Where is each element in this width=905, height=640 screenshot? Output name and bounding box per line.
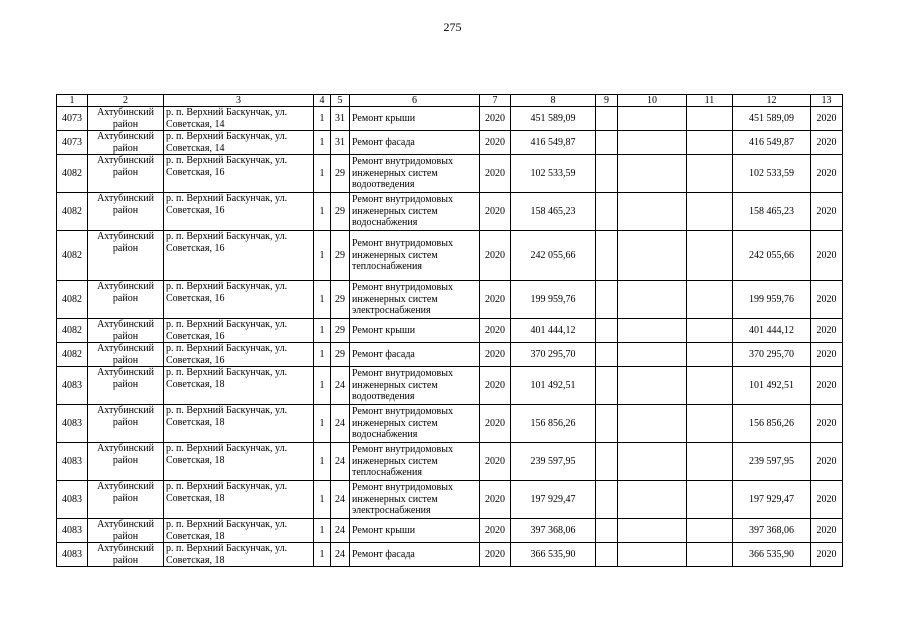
work-type-cell: Ремонт фасада (350, 343, 480, 367)
address-cell: р. п. Верхний Баскунчак, ул. Советская, 18 (164, 367, 314, 405)
column-header: 10 (618, 95, 687, 107)
work-type-cell: Ремонт внутридомовых инженерных систем водоснабжения (350, 193, 480, 231)
total-amount-cell: 197 929,47 (733, 481, 811, 519)
completion-year-cell: 2020 (811, 107, 843, 131)
row-id-cell: 4083 (57, 443, 88, 481)
year-cell: 2020 (480, 543, 511, 567)
column-10-cell (618, 319, 687, 343)
row-id-cell: 4082 (57, 281, 88, 319)
completion-year-cell: 2020 (811, 231, 843, 281)
column-header: 1 (57, 95, 88, 107)
address-cell: р. п. Верхний Баскунчак, ул. Советская, 18 (164, 405, 314, 443)
district-cell: Ахтубинский район (88, 367, 164, 405)
year-cell: 2020 (480, 155, 511, 193)
column-10-cell (618, 519, 687, 543)
district-cell: Ахтубинский район (88, 443, 164, 481)
year-cell: 2020 (480, 481, 511, 519)
column-4-cell: 1 (314, 443, 331, 481)
amount-cell: 366 535,90 (511, 543, 596, 567)
total-amount-cell: 239 597,95 (733, 443, 811, 481)
row-id-cell: 4083 (57, 481, 88, 519)
completion-year-cell: 2020 (811, 193, 843, 231)
column-11-cell (687, 155, 733, 193)
district-cell: Ахтубинский район (88, 405, 164, 443)
column-5-cell: 24 (331, 519, 350, 543)
column-11-cell (687, 367, 733, 405)
table-row (57, 281, 843, 319)
table-row (57, 443, 843, 481)
total-amount-cell: 451 589,09 (733, 107, 811, 131)
completion-year-cell: 2020 (811, 481, 843, 519)
column-5-cell: 24 (331, 367, 350, 405)
amount-cell: 397 368,06 (511, 519, 596, 543)
row-id-cell: 4073 (57, 107, 88, 131)
total-amount-cell: 242 055,66 (733, 231, 811, 281)
column-11-cell (687, 343, 733, 367)
total-amount-cell: 401 444,12 (733, 319, 811, 343)
year-cell: 2020 (480, 319, 511, 343)
address-cell: р. п. Верхний Баскунчак, ул. Советская, 16 (164, 319, 314, 343)
amount-cell: 158 465,23 (511, 193, 596, 231)
column-4-cell: 1 (314, 319, 331, 343)
district-cell: Ахтубинский район (88, 319, 164, 343)
row-id-cell: 4082 (57, 319, 88, 343)
completion-year-cell: 2020 (811, 319, 843, 343)
year-cell: 2020 (480, 405, 511, 443)
column-11-cell (687, 443, 733, 481)
year-cell: 2020 (480, 519, 511, 543)
district-cell: Ахтубинский район (88, 343, 164, 367)
column-11-cell (687, 231, 733, 281)
row-id-cell: 4082 (57, 155, 88, 193)
column-5-cell: 24 (331, 543, 350, 567)
column-header: 13 (811, 95, 843, 107)
amount-cell: 239 597,95 (511, 443, 596, 481)
address-cell: р. п. Верхний Баскунчак, ул. Советская, 18 (164, 519, 314, 543)
column-10-cell (618, 405, 687, 443)
column-9-cell (596, 481, 618, 519)
column-4-cell: 1 (314, 367, 331, 405)
work-type-cell: Ремонт внутридомовых инженерных систем электроснабжения (350, 281, 480, 319)
column-9-cell (596, 519, 618, 543)
column-4-cell: 1 (314, 405, 331, 443)
column-header: 6 (350, 95, 480, 107)
column-5-cell: 29 (331, 155, 350, 193)
column-10-cell (618, 193, 687, 231)
column-9-cell (596, 131, 618, 155)
year-cell: 2020 (480, 343, 511, 367)
column-4-cell: 1 (314, 343, 331, 367)
column-4-cell: 1 (314, 519, 331, 543)
table-row (57, 231, 843, 281)
district-cell: Ахтубинский район (88, 193, 164, 231)
column-11-cell (687, 193, 733, 231)
amount-cell: 199 959,76 (511, 281, 596, 319)
completion-year-cell: 2020 (811, 281, 843, 319)
district-cell: Ахтубинский район (88, 543, 164, 567)
address-cell: р. п. Верхний Баскунчак, ул. Советская, 18 (164, 443, 314, 481)
amount-cell: 102 533,59 (511, 155, 596, 193)
column-4-cell: 1 (314, 281, 331, 319)
completion-year-cell: 2020 (811, 543, 843, 567)
row-id-cell: 4082 (57, 343, 88, 367)
column-10-cell (618, 367, 687, 405)
amount-cell: 156 856,26 (511, 405, 596, 443)
column-4-cell: 1 (314, 231, 331, 281)
column-10-cell (618, 543, 687, 567)
table-row (57, 319, 843, 343)
column-header: 8 (511, 95, 596, 107)
address-cell: р. п. Верхний Баскунчак, ул. Советская, 14 (164, 131, 314, 155)
address-cell: р. п. Верхний Баскунчак, ул. Советская, 16 (164, 231, 314, 281)
total-amount-cell: 366 535,90 (733, 543, 811, 567)
column-11-cell (687, 319, 733, 343)
table-row (57, 405, 843, 443)
address-cell: р. п. Верхний Баскунчак, ул. Советская, 16 (164, 343, 314, 367)
column-5-cell: 31 (331, 107, 350, 131)
column-11-cell (687, 107, 733, 131)
column-10-cell (618, 131, 687, 155)
total-amount-cell: 199 959,76 (733, 281, 811, 319)
column-9-cell (596, 343, 618, 367)
work-type-cell: Ремонт крыши (350, 519, 480, 543)
column-4-cell: 1 (314, 193, 331, 231)
amount-cell: 451 589,09 (511, 107, 596, 131)
completion-year-cell: 2020 (811, 155, 843, 193)
address-cell: р. п. Верхний Баскунчак, ул. Советская, 18 (164, 481, 314, 519)
amount-cell: 401 444,12 (511, 319, 596, 343)
amount-cell: 101 492,51 (511, 367, 596, 405)
column-11-cell (687, 481, 733, 519)
column-5-cell: 29 (331, 343, 350, 367)
address-cell: р. п. Верхний Баскунчак, ул. Советская, 16 (164, 155, 314, 193)
row-id-cell: 4083 (57, 519, 88, 543)
completion-year-cell: 2020 (811, 519, 843, 543)
row-id-cell: 4082 (57, 193, 88, 231)
column-9-cell (596, 155, 618, 193)
work-type-cell: Ремонт внутридомовых инженерных систем электроснабжения (350, 481, 480, 519)
column-9-cell (596, 443, 618, 481)
completion-year-cell: 2020 (811, 367, 843, 405)
column-10-cell (618, 107, 687, 131)
column-4-cell: 1 (314, 107, 331, 131)
column-5-cell: 29 (331, 281, 350, 319)
address-cell: р. п. Верхний Баскунчак, ул. Советская, 16 (164, 281, 314, 319)
column-5-cell: 24 (331, 443, 350, 481)
table-row (57, 131, 843, 155)
completion-year-cell: 2020 (811, 343, 843, 367)
table-row (57, 155, 843, 193)
column-5-cell: 29 (331, 231, 350, 281)
column-11-cell (687, 519, 733, 543)
amount-cell: 416 549,87 (511, 131, 596, 155)
table-row (57, 107, 843, 131)
work-type-cell: Ремонт фасада (350, 131, 480, 155)
district-cell: Ахтубинский район (88, 131, 164, 155)
column-header: 12 (733, 95, 811, 107)
completion-year-cell: 2020 (811, 131, 843, 155)
year-cell: 2020 (480, 231, 511, 281)
table-row (57, 519, 843, 543)
table-row (57, 367, 843, 405)
column-11-cell (687, 405, 733, 443)
district-cell: Ахтубинский район (88, 107, 164, 131)
column-9-cell (596, 107, 618, 131)
completion-year-cell: 2020 (811, 405, 843, 443)
column-10-cell (618, 481, 687, 519)
total-amount-cell: 416 549,87 (733, 131, 811, 155)
column-number-row (57, 95, 843, 107)
column-5-cell: 29 (331, 193, 350, 231)
column-9-cell (596, 319, 618, 343)
total-amount-cell: 370 295,70 (733, 343, 811, 367)
year-cell: 2020 (480, 107, 511, 131)
column-header: 11 (687, 95, 733, 107)
district-cell: Ахтубинский район (88, 519, 164, 543)
work-type-cell: Ремонт крыши (350, 319, 480, 343)
column-9-cell (596, 543, 618, 567)
column-5-cell: 24 (331, 481, 350, 519)
column-4-cell: 1 (314, 543, 331, 567)
column-10-cell (618, 155, 687, 193)
column-4-cell: 1 (314, 155, 331, 193)
column-5-cell: 24 (331, 405, 350, 443)
column-4-cell: 1 (314, 481, 331, 519)
column-9-cell (596, 281, 618, 319)
year-cell: 2020 (480, 131, 511, 155)
work-type-cell: Ремонт фасада (350, 543, 480, 567)
table-body (57, 107, 843, 567)
address-cell: р. п. Верхний Баскунчак, ул. Советская, 18 (164, 543, 314, 567)
work-type-cell: Ремонт внутридомовых инженерных систем водоснабжения (350, 405, 480, 443)
column-11-cell (687, 281, 733, 319)
page-number: 275 (443, 20, 462, 34)
column-5-cell: 29 (331, 319, 350, 343)
table-row (57, 343, 843, 367)
column-9-cell (596, 231, 618, 281)
column-4-cell: 1 (314, 131, 331, 155)
column-header: 7 (480, 95, 511, 107)
row-id-cell: 4082 (57, 231, 88, 281)
district-cell: Ахтубинский район (88, 155, 164, 193)
completion-year-cell: 2020 (811, 443, 843, 481)
district-cell: Ахтубинский район (88, 231, 164, 281)
column-10-cell (618, 281, 687, 319)
amount-cell: 370 295,70 (511, 343, 596, 367)
total-amount-cell: 397 368,06 (733, 519, 811, 543)
address-cell: р. п. Верхний Баскунчак, ул. Советская, 16 (164, 193, 314, 231)
work-type-cell: Ремонт внутридомовых инженерных систем теплоснабжения (350, 231, 480, 281)
column-11-cell (687, 131, 733, 155)
repair-table (56, 94, 843, 567)
column-10-cell (618, 343, 687, 367)
column-header: 9 (596, 95, 618, 107)
column-9-cell (596, 193, 618, 231)
column-header: 5 (331, 95, 350, 107)
table-row (57, 193, 843, 231)
work-type-cell: Ремонт внутридомовых инженерных систем водоотведения (350, 367, 480, 405)
row-id-cell: 4083 (57, 367, 88, 405)
column-header: 4 (314, 95, 331, 107)
row-id-cell: 4083 (57, 405, 88, 443)
work-type-cell: Ремонт внутридомовых инженерных систем водоотведения (350, 155, 480, 193)
column-header: 3 (164, 95, 314, 107)
row-id-cell: 4073 (57, 131, 88, 155)
column-11-cell (687, 543, 733, 567)
address-cell: р. п. Верхний Баскунчак, ул. Советская, 14 (164, 107, 314, 131)
column-10-cell (618, 231, 687, 281)
year-cell: 2020 (480, 193, 511, 231)
amount-cell: 197 929,47 (511, 481, 596, 519)
amount-cell: 242 055,66 (511, 231, 596, 281)
year-cell: 2020 (480, 443, 511, 481)
column-9-cell (596, 405, 618, 443)
table-row (57, 481, 843, 519)
row-id-cell: 4083 (57, 543, 88, 567)
district-cell: Ахтубинский район (88, 481, 164, 519)
year-cell: 2020 (480, 281, 511, 319)
year-cell: 2020 (480, 367, 511, 405)
district-cell: Ахтубинский район (88, 281, 164, 319)
total-amount-cell: 102 533,59 (733, 155, 811, 193)
total-amount-cell: 101 492,51 (733, 367, 811, 405)
work-type-cell: Ремонт внутридомовых инженерных систем теплоснабжения (350, 443, 480, 481)
table-row (57, 543, 843, 567)
work-type-cell: Ремонт крыши (350, 107, 480, 131)
total-amount-cell: 158 465,23 (733, 193, 811, 231)
column-5-cell: 31 (331, 131, 350, 155)
total-amount-cell: 156 856,26 (733, 405, 811, 443)
column-10-cell (618, 443, 687, 481)
column-9-cell (596, 367, 618, 405)
column-header: 2 (88, 95, 164, 107)
